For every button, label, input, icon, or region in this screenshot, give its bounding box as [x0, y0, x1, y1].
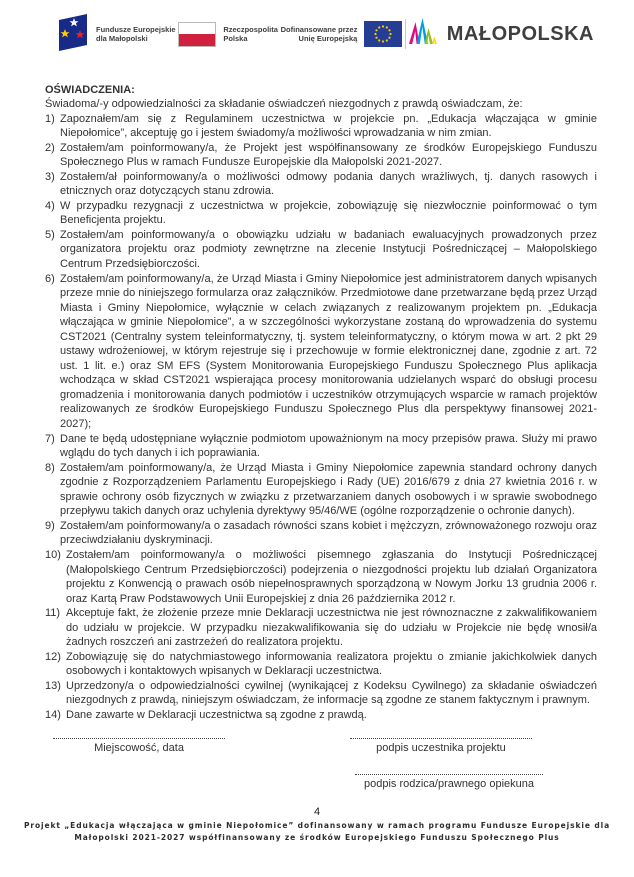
declaration-item-11	[45, 606, 597, 650]
logo-rzeczpospolita-polska	[178, 22, 278, 47]
declaration-item-10	[45, 548, 597, 606]
declaration-item-1	[45, 112, 597, 141]
footer-project-note	[20, 820, 614, 843]
eu-logo-line2: Unię Europejską	[298, 34, 358, 43]
logo-header	[57, 11, 594, 57]
malopolska-mountains-icon	[409, 18, 439, 51]
eu-logo-line1: Dofinansowane przez	[280, 24, 358, 34]
footer-line1: Projekt „Edukacja włączająca w gminie Niepołomice” dofinansowany w ramach programu Fundusze Europejskie dla	[23, 821, 611, 830]
item-number: 11)	[45, 607, 61, 620]
item-number: 12)	[45, 650, 61, 663]
page-number: 4	[313, 806, 321, 818]
signature-place-date-label: Miejscowość, data	[94, 742, 184, 754]
fe-logo-line2: dla Małopolski	[96, 34, 148, 43]
item-text: W przypadku rezygnacji z uczestnictwa w projekcie, zobowiązuję się niezwłocznie poinformować o tym Beneficjenta projektu.	[60, 199, 597, 227]
pl-logo-line1: Rzeczpospolita	[223, 24, 278, 34]
declaration-item-12	[45, 650, 597, 679]
item-text: Dane te będą udostępniane wyłącznie podmiotom upoważnionym na mocy przepisów prawa. Służy mi prawo wglądu do tych danych i ich poprawiania.	[60, 432, 597, 460]
item-text: Zostałem/am poinformowany/a, że Urząd Miasta i Gminy Niepołomice zapewnia standard ochrony danych zgodnie z Rozporządzeniem Parlamentu Europejskiego i Rady (UE) 2016/679 z dnia 27 kwietnia 2016 r. w sprawie ochrony osób fizycznych w związku z przetwarzaniem danych osobowych i w sprawie swobodnego przepływu takich danych oraz uchylenia dyrektywy 95/46/WE (ogólne rozporządzenie o ochronie danych).	[60, 461, 597, 518]
item-text: Zostałem/ał poinformowany/a o możliwości odmowy podania danych wrażliwych, tj. danych rasowych i etnicznych oraz dotyczących stanu zdrowia.	[60, 170, 597, 198]
item-text: Zobowiązuję się do natychmiastowego informowania realizatora projektu o zmianie jakichkolwiek danych osobowych i kontaktowych wpisanych w Deklaracji uczestnictwa.	[66, 650, 597, 678]
declaration-item-8	[45, 461, 597, 519]
header-divider	[405, 19, 406, 49]
pl-logo-line2: Polska	[223, 34, 248, 43]
item-number: 1)	[45, 112, 55, 125]
declaration-item-13	[45, 679, 597, 708]
declaration-item-3	[45, 170, 597, 199]
item-number: 7)	[45, 432, 55, 445]
signature-participant	[350, 730, 532, 754]
logo-eu-cofunded	[281, 21, 403, 47]
item-number: 14)	[45, 708, 61, 721]
signature-dotted-line	[355, 766, 543, 775]
item-text: Akceptuje fakt, że złożenie przeze mnie Deklaracji uczestnictwa nie jest równoznaczne z zakwalifikowaniem do udziału w projekcie. W przypadku niezakwalifikowania się do udziału w Projekcie nie będę wnosił/a żadnych roszczeń ani zastrzeżeń do realizatora projektu.	[66, 607, 597, 649]
item-number: 5)	[45, 228, 55, 241]
section-title: OŚWIADCZENIA:	[45, 84, 135, 96]
signature-dotted-line	[350, 730, 532, 739]
declarations-section	[45, 84, 597, 723]
pl-logo-label	[223, 25, 278, 44]
item-text: Uprzedzony/a o odpowiedzialności cywilnej (wynikającej z Kodeksu Cywilnego) za składanie oświadczeń niezgodnych z prawdą, niniejszym oświadczam, że informacje są zgodne ze stanem faktycznym i prawnym.	[66, 679, 597, 707]
declaration-item-2	[45, 141, 597, 170]
item-text: Zostałem/am poinformowany/a o obowiązku udziału w badaniach ewaluacyjnych prowadzonych przez organizatora projektu oraz podmioty zewnętrzne na zlecenie Instytucji Pośredniczącej – Małopolskiego Centrum Przedsiębiorczości.	[60, 228, 597, 271]
item-number: 8)	[45, 461, 55, 474]
declaration-item-7	[45, 432, 597, 461]
footer-line2: Małopolski 2021-2027 współfinansowany ze środków Europejskiego Funduszu Społecznego Plus	[74, 832, 560, 842]
item-number: 13)	[45, 679, 61, 692]
item-number: 10)	[45, 548, 61, 561]
item-number: 2)	[45, 141, 55, 154]
signature-dotted-line	[53, 730, 225, 739]
item-text: Zostałem/am poinformowany/a, że Urząd Miasta i Gminy Niepołomice jest administratorem danych wpisanych przeze mnie do niniejszego formularza oraz załączników. Przedmiotowe dane przetwarzane będą przez Urząd Miasta i Gminy Niepołomice, wyłącznie w celach związanych z realizowanym projektem pn. „Edukacja włączająca w gminie Niepołomice”, a w szczególności wykorzystane zostaną do wprowadzenia do systemu CST2021 (Centralny system teleinformatyczny, tj. system teleinformatyczny, o którym mowa w art. 2 pkt 29 ustawy wdrożeniowej, w którym rejestruje się i przechowuje w formie elektronicznej dane, zgodnie z art. 72 ust. 1 lit. e.) oraz SM EFS (System Monitorowania Europejskiego Funduszu Społecznego Plus aplikacja wchodząca w skład CST2021 wspierająca procesy monitorowania udzielanych wsparć do obsługi procesu gromadzenia i monitorowania danych podmiotów i uczestników otrzymujących wsparcie w ramach projektów realizowanych ze środków Europejskiego Funduszu Społecznego Plus dla perspektywy finansowej 2021-2027);	[60, 272, 597, 431]
logo-malopolska	[409, 18, 594, 51]
signature-guardian-label: podpis rodzica/prawnego opiekuna	[363, 778, 534, 790]
eu-logo-label	[281, 25, 358, 44]
declaration-item-14	[45, 708, 597, 723]
item-text: Zostałem/am poinformowany/a o możliwości pisemnego zgłaszania do Instytucji Pośredniczącej (Małopolskiego Centrum Przedsiębiorczości) podejrzenia o niezgodności projektu lub działań Organizatora projektu z Konwencją o prawach osób niepełnosprawnych sporządzoną w Nowym Jorku 13 grudnia 2006 r. oraz Kartą Praw Podstawowych Unii Europejskiej z dnia 26 października 2012 r.	[66, 548, 597, 605]
declaration-item-4	[45, 199, 597, 228]
fe-logo-line1: Fundusze Europejskie	[96, 24, 176, 34]
declaration-item-6	[45, 272, 597, 432]
declarations-list	[45, 112, 597, 723]
declaration-item-5	[45, 228, 597, 272]
intro-text: Świadoma/-y odpowiedzialności za składanie oświadczeń niezgodnych z prawdą oświadczam, że:	[45, 98, 523, 110]
item-text: Zapoznałem/am się z Regulaminem uczestnictwa w projekcie pn. „Edukacja włączająca w gminie Niepołomice”, akceptuję go i jestem świadomy/a możliwości wprowadzania w nim zmian.	[60, 112, 597, 140]
item-number: 9)	[45, 519, 55, 532]
item-text: Zostałem/am poinformowany/a, że Projekt jest współfinansowany ze środków Europejskiego Funduszu Społecznego Plus w ramach Fundusze Europejskie dla Małopolski 2021-2027.	[60, 141, 597, 169]
item-number: 4)	[45, 199, 55, 212]
item-number: 3)	[45, 170, 55, 183]
fe-logo-label	[96, 25, 176, 44]
eu-funds-flag-icon	[57, 13, 89, 56]
poland-flag-icon	[178, 22, 216, 47]
signature-block	[45, 730, 597, 808]
item-number: 6)	[45, 272, 55, 285]
signature-participant-label: podpis uczestnika projektu	[376, 742, 506, 754]
malopolska-logo-label: MAŁOPOLSKA	[446, 22, 594, 45]
declaration-item-9	[45, 519, 597, 548]
item-text: Zostałem/am poinformowany/a o zasadach równości szans kobiet i mężczyzn, zrównoważonego rozwoju oraz przeciwdziałaniu dyskryminacji.	[60, 519, 597, 547]
item-text: Dane zawarte w Deklaracji uczestnictwa są zgodne z prawdą.	[66, 708, 367, 721]
eu-flag-icon	[364, 21, 402, 47]
logo-fundusze-europejskie	[57, 13, 176, 56]
signature-place-date	[53, 730, 225, 754]
signature-guardian	[355, 766, 543, 790]
